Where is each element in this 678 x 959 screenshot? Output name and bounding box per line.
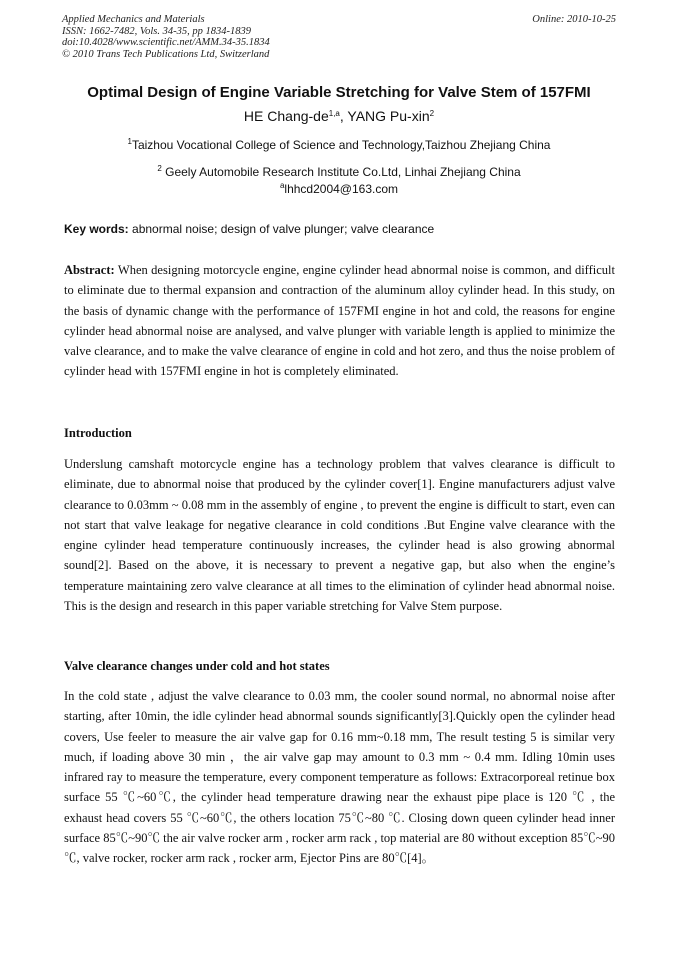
copyright-line: © 2010 Trans Tech Publications Ltd, Switzerland — [62, 48, 270, 60]
author-line — [0, 108, 678, 124]
journal-name: Applied Mechanics and Materials — [62, 14, 205, 25]
abstract-label: Abstract: — [64, 263, 115, 277]
author-1: HE Chang-de — [243, 108, 329, 124]
keywords-text: abnormal noise; design of valve plunger; valve clearance — [128, 222, 435, 236]
introduction-heading: Introduction — [64, 426, 132, 440]
paper-title: Optimal Design of Engine Variable Stretching for Valve Stem of 157FMI — [87, 84, 591, 101]
section-2-heading: Valve clearance changes under cold and hot states — [64, 659, 330, 673]
section-2-text: In the cold state , adjust the valve clearance to 0.03 mm, the cooler sound normal, no abnormal noise after starting, after 10min, the idle cylinder head abnormal sounds significantly[3].Quickly open the cylinder head covers, Use feeler to measure the air valve gap for 0.16 mm~0.18 mm, The result testing 5 is similar very much, if loading above 30 min ，the air valve gap may amount to 0.3 mm ~ 0.4 mm. Idling 10min uses infrared ray to measure the temperature, every component temperature as follows: Extracorporeal retinue box surface 55 ℃~60℃, the cylinder head temperature drawing near the exhaust pipe place is 120 ℃ , the exhaust head covers 55 ℃~60℃, the others location 75℃~80 ℃. Closing down queen cylinder head inner surface 85℃~90℃ the air valve rocker arm , rocker arm rack , top material are 80 without exception 85℃~90 ℃, valve rocker, rocker arm rack , rocker arm, Ejector Pins are 80℃[4]。 — [64, 689, 615, 866]
author-separator: , — [339, 108, 348, 124]
keywords-label: Key words: — [64, 222, 129, 236]
author-1-superscript: 1,a — [328, 109, 340, 118]
journal-header — [62, 14, 616, 60]
affiliation-1-text: Taizhou Vocational College of Science and Technology,Taizhou Zhejiang China — [131, 138, 551, 152]
author-email — [0, 182, 678, 196]
issn-line: ISSN: 1662-7482, Vols. 34-35, pp 1834-1839 — [62, 25, 251, 37]
author-2: YANG Pu-xin — [347, 108, 430, 124]
abstract-text: When designing motorcycle engine, engine cylinder head abnormal noise is common, and difficult to eliminate due to thermal expansion and contraction of the aluminum alloy cylinder head. In this study, on the basis of dynamic change with the performance of 157FMI engine in hot and cold, the reasons for engine cylinder head abnormal noise are analysed, and valve plunger with variable length is applied to minimize the valve clearance, and to make the valve clearance of engine in cold and hot zero, and thus the noise problem of cylinder head with 157FMI engine in hot is completely eliminated. — [64, 263, 615, 379]
email-mark: a — [279, 181, 285, 190]
author-2-superscript: 2 — [429, 109, 435, 118]
affiliation-2 — [0, 165, 678, 179]
affiliation-2-mark: 2 — [157, 164, 162, 173]
affiliation-1-mark: 1 — [127, 137, 132, 146]
abstract — [64, 260, 615, 382]
doi-line: doi:10.4028/www.scientific.net/AMM.34-35.1834 — [62, 37, 270, 48]
keywords — [64, 222, 615, 236]
affiliation-1 — [0, 138, 678, 152]
online-date: Online: 2010-10-25 — [532, 14, 616, 25]
email-text: lhhcd2004@163.com — [284, 182, 399, 196]
introduction-text: Underslung camshaft motorcycle engine has a technology problem that valves clearance is difficult to eliminate, due to abnormal noise that produced by the cylinder cover[1]. Engine manufacturers adjust valve clearance to 0.03mm ~ 0.08 mm in the assembly of engine , to prevent the engine is difficult to start, even can not start that valve leakage for negative clearance in cold conditions .But Engine valve clearance with the engine cylinder head temperature continuously increases, the cylinder head is also growing abnormal sound[2]. Based on the above, it is necessary to prevent a negative gap, but also when the engine’s temperature maintaining zero valve clearance at all times to the elimination of cylinder head abnormal noise. This is the design and research in this paper variable stretching for Valve Stem purpose. — [64, 457, 615, 614]
affiliation-2-text: Geely Automobile Research Institute Co.Ltd, Linhai Zhejiang China — [161, 165, 521, 179]
